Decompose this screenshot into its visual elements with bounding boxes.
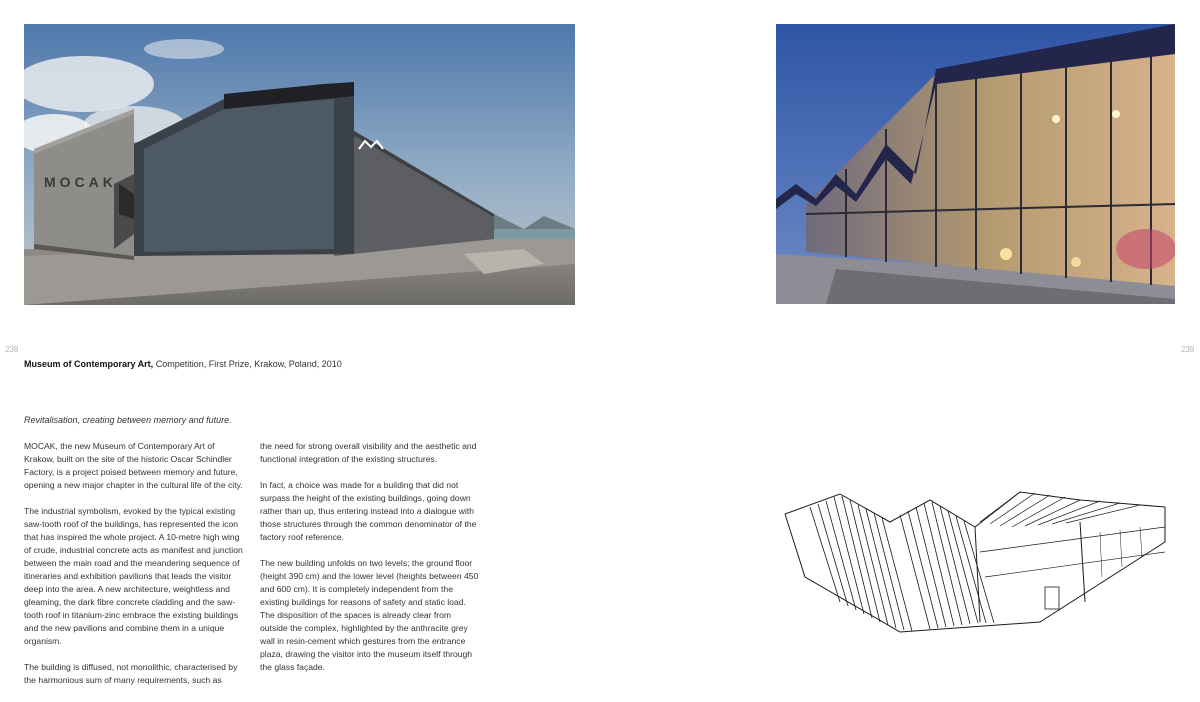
building-sketch [780, 482, 1170, 640]
text-column-2 [260, 440, 480, 687]
mocak-sign-text: MOCAK [44, 174, 117, 190]
page-number-right: 239 [1181, 345, 1195, 354]
paragraph: the need for strong overall visibility and the aesthetic and functional integration of the existing structures. [260, 441, 477, 464]
text-column-1 [24, 440, 244, 700]
project-title: Museum of Contemporary Art, [24, 359, 154, 369]
paragraph: MOCAK, the new Museum of Contemporary Art of Krakow, built on the site of the historic Oscar Schindler Factory, is a project poised between memory and future, opening a new major chapter in the cultural life of the city. [24, 441, 243, 490]
paragraph: The industrial symbolism, evoked by the typical existing saw-tooth roof of the buildings, has represented the icon that has inspired the whole project. A 10-metre high wing of crude, industrial concrete acts as manifest and junction between the main road and the meandering sequence of itineraries and exhibition pavilions that leads the visitor deep into the area. A new architecture, weightless and gleaming, the dark fibre concrete cladding and the saw-tooth roof in titanium-zinc embrace the existing buildings and the new pavilions and combine them in a unique organism. [24, 506, 243, 646]
project-caption [24, 359, 342, 369]
page-number-left: 238 [5, 345, 19, 354]
paragraph: The building is diffused, not monolithic, characterised by the harmonious sum of many requirements, such as [24, 662, 238, 685]
paragraph: In fact, a choice was made for a building that did not surpass the height of the existing buildings, going down rather than up, thus entering instead into a dialogue with those structures through the common denominator of the factory roof reference. [260, 480, 477, 542]
museum-exterior-photo [24, 24, 575, 305]
tagline: Revitalisation, creating between memory and future. [24, 415, 232, 425]
glass-facade-photo [776, 24, 1175, 304]
paragraph: The new building unfolds on two levels; the ground floor (height 390 cm) and the lower level (heights between 450 and 600 cm). It is completely independent from the existing buildings for reasons of safety and static load. The disposition of the spaces is already clear from outside the complex, highlighted by the anthracite grey wall in resin-cement which gestures from the entrance plaza, drawing the visitor into the museum itself through the glass façade. [260, 558, 479, 672]
project-details: Competition, First Prize, Krakow, Poland, 2010 [153, 359, 342, 369]
